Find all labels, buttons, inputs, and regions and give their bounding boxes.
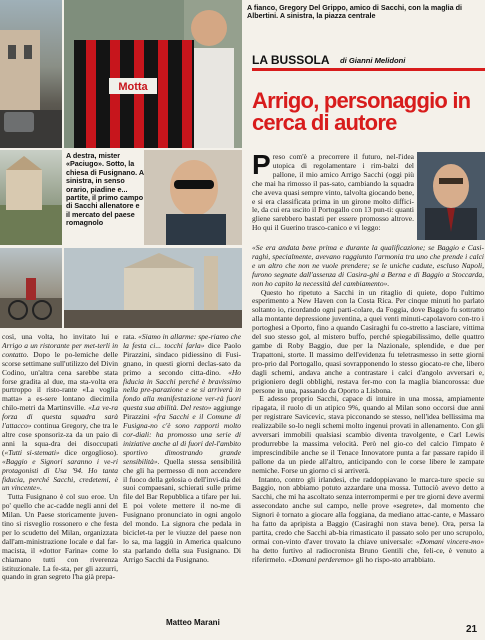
col1-text-c: continua Gregory, che tra le altre cose sponsoriz-za da un paio di anni la squa-dra dei disoccupati ( bbox=[2, 421, 118, 457]
top-photo-caption: A fianco, Gregory Del Grippo, amico di Sacchi, con la maglia di Albertini. A sinistra, la piazza centrale bbox=[247, 3, 463, 21]
col1-text-d: dice orgoglioso). bbox=[64, 447, 118, 457]
col1-text-b: Dopo le po-lemiche delle scorse settimane sull'utilizzo del Divin Codino, un'altra cena sarebbe stata forse gradita al due, ma sta-volta era purtroppo il risto-rante «La voglia matta» a es-sere lontano diecimila chilo-metri da Martinsville. bbox=[2, 349, 119, 413]
intro-text: reso com'è a precorrere il futuro, nel-l'idea utopica di regolamentare i rim-balzi del pallone, il mio amico Arrigo Sacchi (oggi più che mai ha rimosso il pas-sato, cambiando la squadra che aveva quasi sempre vinto, talvolta giocando bene, e si era classificata prima in un girone molto diffici-le, da cui era uscito il Portogallo con 13 pun-ti: quanti gliene sarebbero bastati per essere promosso altrove. Ho qui il Guerino trasco-canico e vi leggo: bbox=[252, 152, 414, 233]
column-rubric bbox=[252, 53, 485, 73]
sidebar-column-1 bbox=[2, 333, 118, 582]
rubric-name: LA BUSSOLA bbox=[252, 53, 330, 67]
street-photo bbox=[0, 0, 62, 148]
mister-paciugo-photo bbox=[144, 150, 242, 245]
col1-text-a: così, una volta, ho invitato lui e bbox=[2, 332, 118, 341]
rubric-author: di Gianni Melidoni bbox=[340, 56, 406, 65]
col1-italic-d: «Baggio e Signori saranno i ve-ri protagonisti di Usa '94. Ho tanta fiducia, perché Sacchi, credetemi, è un vincente». bbox=[2, 456, 118, 493]
col1-italic-a: Arrigo a un ristorante per met-terli in contatto. bbox=[2, 340, 118, 359]
sidebar-column-2 bbox=[123, 333, 241, 565]
main-paragraph-2: E adesso proprio Sacchi, capace di intuire in una mossa, ampiamente ripagata, il ruolo di un atipico 9%, quando al Milan sono occorsi due anni per registrare Savicevic, stava picconando se stesso, nell'idea bellissima ma realizzabile so-lo negli schemi molto ingenui provati in allenamento. Con gli avversari immobili qualsiasi scambio diventa travolgente, e Carl Lewis produrrebbe la massima velocità. Però nel gio-co del calcio l'impato è imprescindibile anche se il Tenace Innovatore punta a far passare rapido il pallone da un piede all'altro, anticipando con le corse libere le zampate nemiche. Forse un giorno ci si arriverà. bbox=[252, 394, 485, 475]
col2-text-a: rata. bbox=[123, 332, 137, 341]
col2-text-c: aggiunge Pirazzini bbox=[123, 403, 242, 422]
main-paragraph-1: Questo ho ripetuto a Sacchi in un ritaglio di quiete, dopo l'ultimo esperimento a New Haven con la Costa Rica. Per cinque minuti ho parlato soltanto io, ricordando ogni parti-colare, da Foggia, dove Baggio fu sottratto alla montante depressione juventina, a quei venti minuti-capolavoro con-tro i portoghesi a Oporto, fino a quando Casiraghi fu co-stretto a lasciare, vittima del suo stesso gol, al mistero buffo, perché spiegabilissimo, delle quattro gambe di Roby Baggio, due per la Nazionale, splendide, e due per Trapattoni, storte. Il massimo dell'evidenza fu teletrasmesso in sette giorni pro-prio dal Portogallo, quasi sovrapponendo lo stesso giocato-re che, libero dagli schemi, andava anche a contrastare i calci d'angolo avversari e, prigioniero degli obblighi, restava fer-mo con la maglia biancorossa: due persone in una, passando da Oporto a Lisbona. bbox=[252, 287, 484, 395]
col2-italic-c: «fra Sacchi e il Comune di Fusigna-no c'è sono rapporti molto cor-diali: ha promosso una serie di iniziative anche al di fuori del-l'ambito sportivo dimostrando grande sensibilità». bbox=[123, 412, 241, 466]
quote-domani-perderemo: «Domani perderemo» bbox=[288, 554, 354, 564]
col2-italic-a: «Siamo in allarme: spe-riamo che la festa ci... tocchi farla» bbox=[123, 332, 242, 350]
col1-text-e: Tutta Fusignano è col suo eroe. Un po' quello che ac-cadde negli anni del Milan. Un Paese storicamente juven-tino si risveglio rossonero e che festa per lo scudetto del Milan, organizzata dall'am-ministrazione locale e dal far-macista, il «dottor Farina» come lo chiamano tutti con riverenza istituzionale. La fe-sta, per gli azzurri, quando in gran segreto l'ha già prepa- bbox=[2, 492, 118, 582]
quote-domani-vinceremo: «Domani vincere-mo» bbox=[415, 536, 484, 546]
col2-text-d: Quella stessa sensibilità che gli ha permesso di non accendere il fuoco della gelosia o dell'invi-dia dei suoi compaesani, schierati sulle prime file del Bar Repubblica a tifare per lui. E poi volete mettere il no-me di Fusignano pronunciato in ogni angolo del mondo. La signora che pedala in biciclet-ta per le viuzze del paese non lo sa, ma laggiù in America qualcuno sta parlando della sua Fusignano. Di Arrigo Sacchi da Fusignano. bbox=[123, 456, 242, 564]
col2-text-b: dice Paolo Pirazzini, sindaco pidiessino di Fusi-gnano, in questi giorni declas-sato da primo a secondo citta-dino. bbox=[123, 340, 241, 377]
article-intro bbox=[252, 149, 414, 233]
rubric-bar bbox=[252, 68, 485, 71]
page-number: 21 bbox=[466, 624, 478, 635]
intro-quote: «Se era andata bene prima e durante la qualificazione; se Baggio e Casi-raghi, specialmente, avevano raggiunto l'armonia tra uno che prende i calci e un altro che non ne vuole prendere; se le uniche cadute, escluso Napoli, furono segnate dall'assenza di Casira-ghi a Berna e di Baggio a Stoccarda, non ho capito la necessità del cambiamento». bbox=[252, 243, 484, 288]
gregory-del-grippo-photo bbox=[64, 0, 242, 148]
jersey-sponsor-text: Motta bbox=[118, 81, 148, 93]
gianni-melidoni-portrait bbox=[417, 152, 485, 240]
main-paragraph-5: gli ho rispo-sto arrabbiato. bbox=[355, 554, 436, 564]
article-signature: Matteo Marani bbox=[166, 618, 220, 627]
main-paragraph-3: Intanto, contro gli irlandesi, che raddoppiavano le marca-ture specie su Baggio, non abbiamo potuto azzardare una mossa. Tuttociò avevo detto a Sacchi, che mi ha ascoltato senza interrompermi e per tre giorni deve avermi assecondato anche sul campo, nelle prove «segrete», dal momento che Signori è tornato a giocare alla foggiana, da mediano attac-cante, e Massaro ha fatto da apripista a Baggio (Casiraghi non stava bene). Ora, persa la partita, credo che Sacchi ab-bia rimasticato il passato solo per uno scrupolo, ormai con-vinto d'aver trovato la chiave universale: bbox=[252, 474, 484, 546]
town-square-photo bbox=[64, 248, 242, 328]
drop-cap: P bbox=[252, 149, 271, 180]
col1-italic-c: «Tutti si-stemati» bbox=[4, 447, 60, 457]
article-title: Arrigo, personaggio in cerca di autore bbox=[252, 88, 471, 135]
article-main-column bbox=[252, 244, 484, 565]
cyclist-photo bbox=[0, 248, 62, 328]
col1-italic-b: «La ve-ra forza di questa squadra sarà l'attacco» bbox=[2, 403, 118, 431]
left-photo-caption: A destra, mister «Paciugo». Sotto, la chiesa di Fusignano. A sinistra, in senso orario, piadine e... partite, il primo campo di Sacchi allenatore e il mercato del paese romagnolo bbox=[66, 151, 144, 228]
col2-italic-b: «Ho fiducia in Sacchi perché è bravissimo nella pre-parazione e se si arriverà in fondo alla manifestazione ver-rà fuori questa sua abilità. Del resto» bbox=[123, 367, 242, 413]
church-photo bbox=[0, 150, 62, 245]
main-paragraph-4: ha detto furtivo al radiocronista Bruno Gentili che, feli-ce, è venuto a riferirmelo. bbox=[252, 545, 484, 564]
